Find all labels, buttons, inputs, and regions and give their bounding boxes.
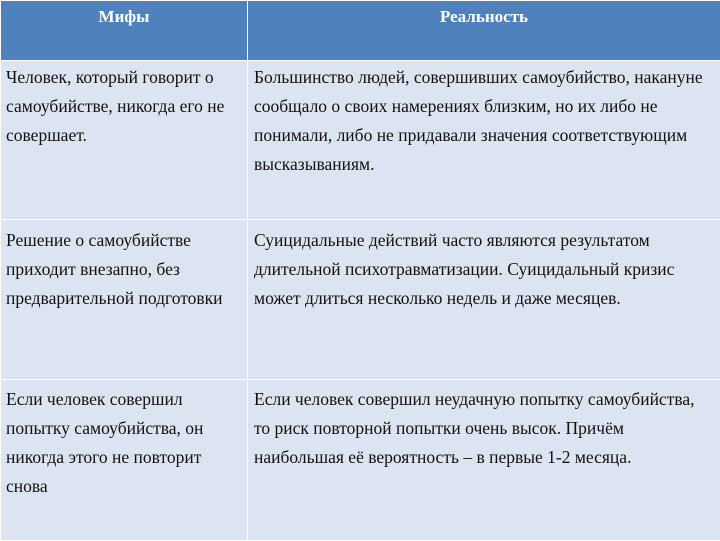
table-row: [1, 220, 720, 380]
reality-cell: Если человек совершил неудачную попытку самоубийства, то риск повторной попытки очень высок. Причём наибольшая её вероятность – в первые 1-2 месяца.: [248, 380, 720, 541]
header-reality: Реальность: [248, 1, 720, 61]
header-row: [1, 1, 720, 61]
table-row: [1, 61, 720, 220]
reality-cell: Большинство людей, совершивших самоубийство, накануне сообщало о своих намерениях близким, но их либо не понимали, либо не придавали значения соответствующим высказываниям.: [248, 61, 720, 220]
myth-cell: Решение о самоубийстве приходит внезапно, без предварительной подготовки: [1, 220, 248, 380]
myth-cell: Человек, который говорит о самоубийстве, никогда его не совершает.: [1, 61, 248, 220]
myth-cell: Если человек совершил попытку самоубийства, он никогда этого не повторит снова: [1, 380, 248, 541]
reality-cell: Суицидальные действий часто являются результатом длительной психотравматизации. Суицидальный кризис может длиться несколько недель и даже месяцев.: [248, 220, 720, 380]
header-myths: Мифы: [1, 1, 248, 61]
table-row: [1, 380, 720, 541]
